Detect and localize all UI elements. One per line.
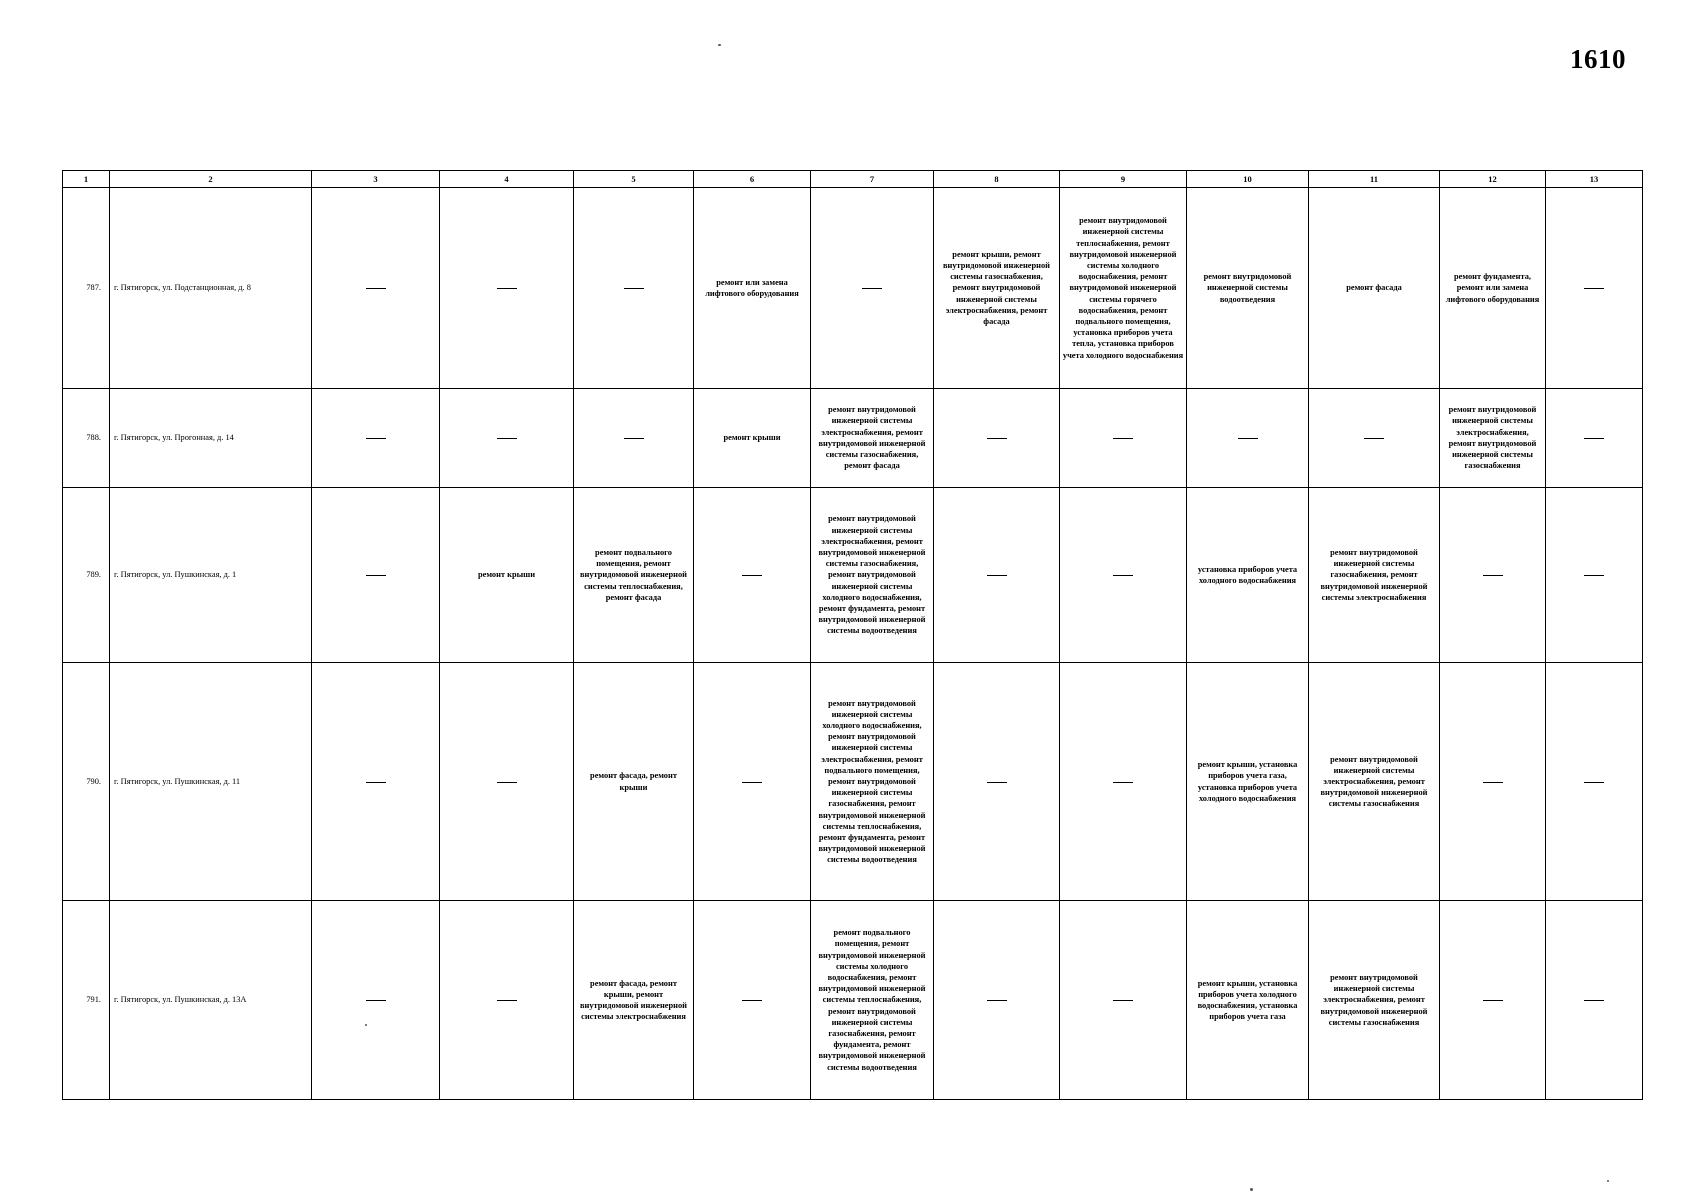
- scan-speck: [1607, 1180, 1609, 1182]
- work-cell: ремонт внутридомовой инженерной системы газоснабжения, ремонт внутридомовой инженерной системы электроснабжения: [1309, 487, 1440, 663]
- empty-cell: [312, 487, 440, 663]
- empty-cell: [312, 900, 440, 1099]
- empty-cell: [1546, 663, 1643, 901]
- empty-cell: [1060, 389, 1187, 488]
- address-cell: г. Пятигорск, ул. Пушкинская, д. 13А: [110, 900, 312, 1099]
- dash-mark: [1113, 782, 1133, 783]
- dash-mark: [1364, 438, 1384, 439]
- empty-cell: [1546, 188, 1643, 389]
- dash-mark: [624, 438, 644, 439]
- dash-mark: [742, 575, 762, 576]
- dash-mark: [742, 1000, 762, 1001]
- dash-mark: [862, 288, 882, 289]
- empty-cell: [1546, 900, 1643, 1099]
- dash-mark: [1238, 438, 1258, 439]
- address-cell: г. Пятигорск, ул. Подстанционная, д. 8: [110, 188, 312, 389]
- empty-cell: [934, 389, 1060, 488]
- empty-cell: [1546, 487, 1643, 663]
- empty-cell: [312, 188, 440, 389]
- column-number: 8: [934, 171, 1060, 188]
- column-number: 7: [811, 171, 934, 188]
- empty-cell: [934, 900, 1060, 1099]
- work-cell: ремонт внутридомовой инженерной системы холодного водоснабжения, ремонт внутридомовой инженерной системы электроснабжения, ремонт подвального помещения, ремонт внутридомовой инженерной системы газоснабжения, ремонт внутридомовой инженерной системы теплоснабжения, ремонт фундамента, ремонт внутридомовой инженерной системы водоотведения: [811, 663, 934, 901]
- dash-mark: [366, 288, 386, 289]
- empty-cell: [1440, 487, 1546, 663]
- empty-cell: [1546, 389, 1643, 488]
- work-cell: ремонт фасада: [1309, 188, 1440, 389]
- column-number: 10: [1187, 171, 1309, 188]
- work-cell: ремонт фундамента, ремонт или замена лифтового оборудования: [1440, 188, 1546, 389]
- work-plan-table: [62, 170, 1643, 1100]
- work-cell: ремонт крыши: [440, 487, 574, 663]
- empty-cell: [1060, 900, 1187, 1099]
- dash-mark: [366, 438, 386, 439]
- work-cell: ремонт крыши, установка приборов учета газа, установка приборов учета холодного водоснабжения: [1187, 663, 1309, 901]
- empty-cell: [934, 487, 1060, 663]
- dash-mark: [366, 575, 386, 576]
- scan-speck: [1250, 1188, 1253, 1191]
- table-row: [63, 663, 1643, 901]
- empty-cell: [440, 188, 574, 389]
- work-cell: ремонт внутридомовой инженерной системы электроснабжения, ремонт внутридомовой инженерной системы газоснабжения: [1440, 389, 1546, 488]
- table-row: [63, 188, 1643, 389]
- dash-mark: [1584, 575, 1604, 576]
- empty-cell: [312, 389, 440, 488]
- dash-mark: [366, 1000, 386, 1001]
- empty-cell: [440, 663, 574, 901]
- row-number: 788.: [63, 389, 110, 488]
- work-cell: ремонт крыши: [694, 389, 811, 488]
- empty-cell: [574, 389, 694, 488]
- empty-cell: [694, 900, 811, 1099]
- column-number: 5: [574, 171, 694, 188]
- row-number: 790.: [63, 663, 110, 901]
- work-cell: установка приборов учета холодного водоснабжения: [1187, 487, 1309, 663]
- empty-cell: [1440, 663, 1546, 901]
- empty-cell: [440, 389, 574, 488]
- empty-cell: [934, 663, 1060, 901]
- work-cell: ремонт внутридомовой инженерной системы водоотведения: [1187, 188, 1309, 389]
- column-number: 3: [312, 171, 440, 188]
- empty-cell: [1309, 389, 1440, 488]
- dash-mark: [1584, 1000, 1604, 1001]
- work-cell: ремонт крыши, ремонт внутридомовой инженерной системы газоснабжения, ремонт внутридомовой инженерной системы электроснабжения, ремонт фасада: [934, 188, 1060, 389]
- dash-mark: [624, 288, 644, 289]
- table-row: [63, 900, 1643, 1099]
- dash-mark: [1584, 288, 1604, 289]
- table-body: [63, 188, 1643, 1100]
- column-number: 12: [1440, 171, 1546, 188]
- empty-cell: [811, 188, 934, 389]
- row-number: 791.: [63, 900, 110, 1099]
- empty-cell: [1060, 487, 1187, 663]
- dash-mark: [987, 438, 1007, 439]
- address-cell: г. Пятигорск, ул. Прогонная, д. 14: [110, 389, 312, 488]
- work-cell: ремонт подвального помещения, ремонт внутридомовой инженерной системы холодного водоснабжения, ремонт внутридомовой инженерной системы теплоснабжения, ремонт внутридомовой инженерной системы газоснабжения, ремонт фундамента, ремонт внутридомовой инженерной системы водоотведения: [811, 900, 934, 1099]
- work-cell: ремонт внутридомовой инженерной системы теплоснабжения, ремонт внутридомовой инженерной системы холодного водоснабжения, ремонт внутридомовой инженерной системы горячего водоснабжения, ремонт подвального помещения, установка приборов учета тепла, установка приборов учета холодного водоснабжения: [1060, 188, 1187, 389]
- column-number: 13: [1546, 171, 1643, 188]
- column-number: 6: [694, 171, 811, 188]
- column-number: 9: [1060, 171, 1187, 188]
- dash-mark: [1483, 782, 1503, 783]
- dash-mark: [742, 782, 762, 783]
- dash-mark: [497, 288, 517, 289]
- empty-cell: [440, 900, 574, 1099]
- column-number: 1: [63, 171, 110, 188]
- row-number: 789.: [63, 487, 110, 663]
- dash-mark: [1584, 782, 1604, 783]
- empty-cell: [694, 663, 811, 901]
- work-cell: ремонт внутридомовой инженерной системы электроснабжения, ремонт внутридомовой инженерной системы газоснабжения, ремонт внутридомовой инженерной системы холодного водоснабжения, ремонт фундамента, ремонт внутридомовой инженерной системы водоотведения: [811, 487, 934, 663]
- dash-mark: [1113, 438, 1133, 439]
- work-cell: ремонт или замена лифтового оборудования: [694, 188, 811, 389]
- work-cell: ремонт фасада, ремонт крыши: [574, 663, 694, 901]
- dash-mark: [987, 782, 1007, 783]
- empty-cell: [574, 188, 694, 389]
- dash-mark: [987, 1000, 1007, 1001]
- dash-mark: [1113, 1000, 1133, 1001]
- dash-mark: [497, 1000, 517, 1001]
- work-cell: ремонт фасада, ремонт крыши, ремонт внутридомовой инженерной системы электроснабжения: [574, 900, 694, 1099]
- empty-cell: [312, 663, 440, 901]
- empty-cell: [1440, 900, 1546, 1099]
- dash-mark: [497, 438, 517, 439]
- dash-mark: [1584, 438, 1604, 439]
- work-cell: ремонт внутридомовой инженерной системы электроснабжения, ремонт внутридомовой инженерной системы газоснабжения: [1309, 900, 1440, 1099]
- work-cell: ремонт подвального помещения, ремонт внутридомовой инженерной системы теплоснабжения, ремонт фасада: [574, 487, 694, 663]
- dash-mark: [1113, 575, 1133, 576]
- column-number: 4: [440, 171, 574, 188]
- address-cell: г. Пятигорск, ул. Пушкинская, д. 1: [110, 487, 312, 663]
- dash-mark: [366, 782, 386, 783]
- table-row: [63, 389, 1643, 488]
- table-row: [63, 487, 1643, 663]
- row-number: 787.: [63, 188, 110, 389]
- column-number: 11: [1309, 171, 1440, 188]
- scan-speck: [365, 1024, 367, 1026]
- work-cell: ремонт внутридомовой инженерной системы электроснабжения, ремонт внутридомовой инженерной системы газоснабжения: [1309, 663, 1440, 901]
- dash-mark: [987, 575, 1007, 576]
- empty-cell: [1187, 389, 1309, 488]
- page-number: 1610: [1570, 44, 1626, 74]
- address-cell: г. Пятигорск, ул. Пушкинская, д. 11: [110, 663, 312, 901]
- empty-cell: [694, 487, 811, 663]
- dash-mark: [1483, 575, 1503, 576]
- dash-mark: [497, 782, 517, 783]
- work-cell: ремонт крыши, установка приборов учета холодного водоснабжения, установка приборов учета газа: [1187, 900, 1309, 1099]
- scan-speck: [718, 44, 721, 46]
- empty-cell: [1060, 663, 1187, 901]
- work-cell: ремонт внутридомовой инженерной системы электроснабжения, ремонт внутридомовой инженерной системы газоснабжения, ремонт фасада: [811, 389, 934, 488]
- column-number: 2: [110, 171, 312, 188]
- dash-mark: [1483, 1000, 1503, 1001]
- column-number-row: [63, 171, 1643, 188]
